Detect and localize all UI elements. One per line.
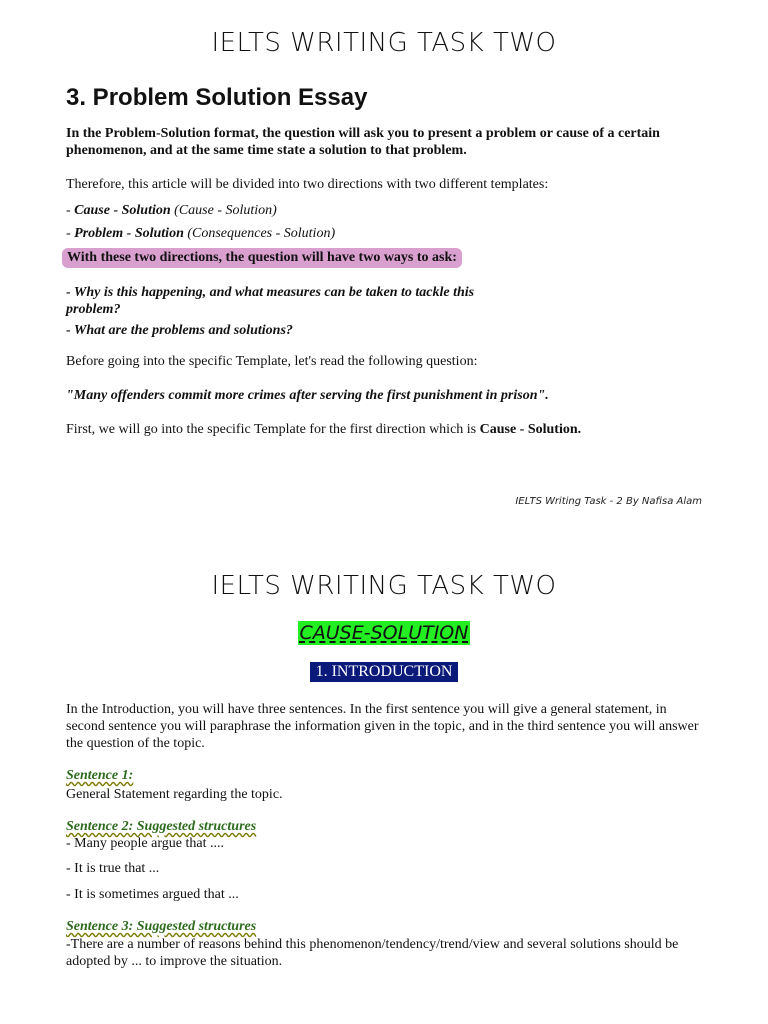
- therefore-paragraph: Therefore, this article will be divided into two directions with two different templates:: [66, 177, 549, 192]
- page-heading: IELTS WRITING TASK TWO: [211, 28, 557, 58]
- quote: "Many offenders commit more crimes after serving the first punishment in prison".: [66, 388, 549, 403]
- sentence-2-heading: Sentence 2: Suggested structures: [66, 819, 257, 834]
- highlighted-statement: With these two directions, the question will have two ways to ask:: [62, 248, 462, 268]
- introduction-badge: 1. INTRODUCTION: [310, 662, 459, 682]
- intro-paragraph: In the Problem-Solution format, the question will ask you to present a problem or cause of a certain phenomenon, and at the same time state a solution to that problem.: [66, 126, 660, 158]
- list-item: - It is true that ...: [66, 861, 160, 876]
- direction-item-1: [66, 202, 706, 219]
- direction-prefix: -: [66, 226, 75, 241]
- cause-solution-heading: [0, 622, 768, 644]
- direction-note: (Cause - Solution): [170, 203, 277, 218]
- sentence-3-text: -There are a number of reasons behind this phenomenon/tendency/trend/view and several solutions should be adopted by ... to improve the situation.: [66, 937, 679, 969]
- introduction-paragraph: In the Introduction, you will have three sentences. In the first sentence you will give a general statement, in second sentence you will paraphrase the information given in the topic, and in the third sentence you will answer the question of the topic.: [66, 702, 699, 751]
- sentence-1-heading: Sentence 1:: [66, 768, 134, 783]
- question-1: - Why is this happening, and what measures can be taken to tackle this problem?: [66, 285, 475, 317]
- section-title: 3. Problem Solution Essay: [66, 84, 368, 111]
- page-heading: IELTS WRITING TASK TWO: [211, 571, 557, 601]
- first-direction-paragraph: [66, 421, 706, 438]
- question-2: - What are the problems and solutions?: [66, 323, 293, 338]
- sentence-3-heading: Sentence 3: Suggested structures: [66, 919, 257, 934]
- direction-name: Problem - Solution: [74, 226, 184, 241]
- introduction-heading: [0, 662, 768, 682]
- first-direction-bold: Cause - Solution.: [479, 422, 582, 437]
- list-item: - Many people argue that ....: [66, 836, 224, 851]
- direction-prefix: -: [66, 203, 75, 218]
- direction-name: Cause - Solution: [74, 203, 171, 218]
- direction-note: (Consequences - Solution): [183, 226, 336, 241]
- page-footer: IELTS Writing Task - 2 By Nafisa Alam: [515, 496, 702, 507]
- before-paragraph: Before going into the specific Template, let's read the following question:: [66, 354, 478, 369]
- first-direction-text: First, we will go into the specific Template for the first direction which is: [66, 422, 480, 437]
- cause-solution-label: CAUSE-SOLUTION: [299, 622, 469, 644]
- list-item: - It is sometimes argued that ...: [66, 887, 239, 902]
- direction-item-2: [66, 225, 706, 242]
- sentence-1-text: General Statement regarding the topic.: [66, 787, 283, 802]
